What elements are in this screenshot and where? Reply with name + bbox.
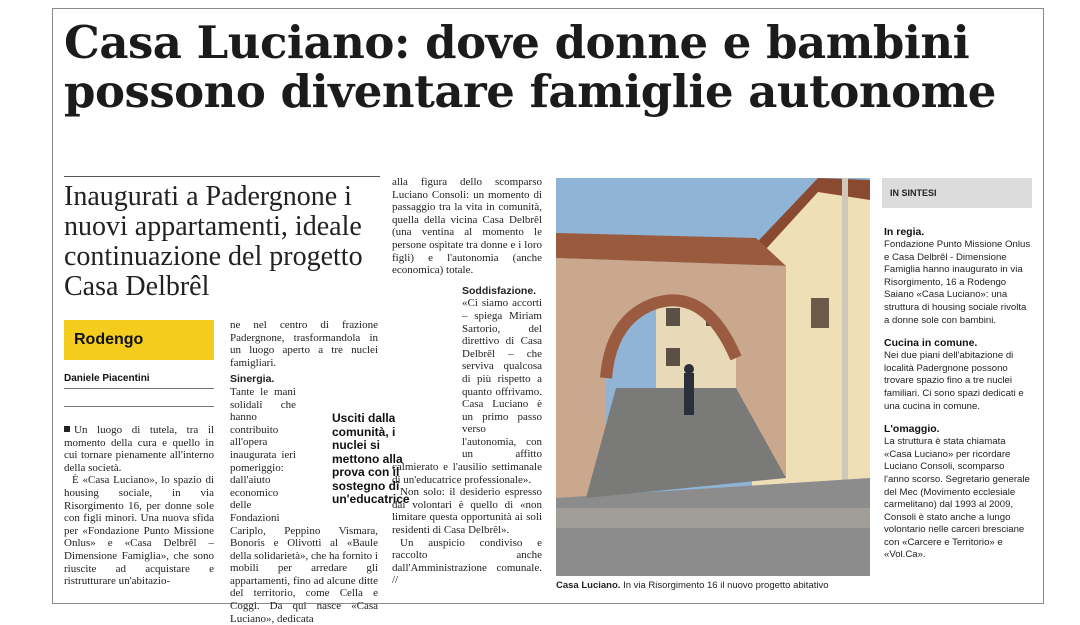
kicker-location: Rodengo [74,331,144,348]
paragraph [392,285,542,487]
photo-illustration [556,178,870,576]
paragraph-text: «Ci siamo accorti – spiega Miriam Sartorio, del direttivo di Casa Delbrêl – che serviva qualcosa di più rispetto a quanto offrivamo. Casa Luciano è un primo passo verso l'autonomia, con un affitto calmierato e l'ausilio settimanale di un'educatrice professionale». [392,297,542,486]
section-lead: Soddisfazione. [462,284,537,297]
paragraph: alla figura dello scomparso Luciano Consoli: un momento di passaggio tra la vita in comunità, quella della vicina Casa Delbrêl (una ventina al momento le persone ospitate tra donne e i loro figli) e l'autonomia (anche economica) totale. [392,176,542,277]
sidebar-section-text: Fondazione Punto Missione Onlus e Casa Delbrêl - Dimensione Famiglia hanno inaugurato in via Risorgimento, 16 a Rodengo Saiano «Casa Luciano»: una struttura di housing sociale rivolta a donne sole con bambini. [884,239,1031,326]
headline: Casa Luciano: dove donne e bambini possono diventare famiglie autonome [64,16,996,118]
paragraph-text: Tante le mani solidali che hanno contribuito all'opera inaugurata ieri pomeriggio: dall'aiuto economico delle Fondazioni Cariplo, Peppino Vismara, Bonoris e Olivotti al «Baule della solidarietà», che ha fornito i mobili per arredare gli appartamenti, fino ad alcune ditte del territorio, come Cella e Coggi. Da qui nasce «Casa Luciano», dedicata [230,385,378,625]
paragraph [64,424,214,474]
byline-rule-2 [64,406,214,407]
paragraph: Un auspicio condiviso e raccolto anche dall'Amministrazione comunale. // [392,536,542,587]
paragraph: Non solo: il desiderio espresso dai volontari è quello di «non limitare questa opportunità ai soli residenti di Casa Delbrêl». [392,486,542,537]
sidebar-section-title: In regia. [884,226,925,238]
subhead-rule [64,176,380,177]
sidebar-section-text: Nei due piani dell'abitazione di località Padergnone possono trovare spazio fino a tre nuclei familiari. Ci sono spazi dedicati e una cucina in comune. [884,350,1024,412]
sidebar-header-label: IN SINTESI [890,188,937,198]
subheadline: Inaugurati a Padergnone i nuovi appartamenti, ideale continuazione del progetto Casa Delbrêl [64,181,363,302]
sidebar-header [882,178,1032,208]
bullet-square-icon [64,426,70,432]
sidebar-section-text: La struttura è stata chiamata «Casa Luciano» per ricordare Luciano Consoli, scomparso l'anno scorso. Segretario generale del Mec (Movimento ecclesiale carmelitano) dal 1993 al 2009, Consoli è stato anche a lungo volontario nelle carceri bresciane con «Carcere e Territorio» e «Vol.Ca». [884,436,1030,561]
sidebar-section-title: L'omaggio. [884,423,940,436]
paragraph: È «Casa Luciano», lo spazio di housing sociale, in via Risorgimento 16, per donne sole con figli minori. Una nuova sfida per «Fondazione Punto Missione Onlus» e «Casa Delbrêl – Dimensione Famiglia», che sono riuscite ad acquistare e ristrutturare un'abitazio- [64,474,214,588]
caption-lead: Casa Luciano. [556,580,621,591]
article-column-1 [64,424,214,588]
byline-rule [64,388,214,389]
section-lead: Sinergia. [230,373,275,386]
byline: Daniele Piacentini [64,373,150,384]
sidebar-section-title: Cucina in comune. [884,337,978,350]
article-column-3 [392,176,542,587]
pull-quote: Usciti dalla comunità, i nuclei si mettono alla prova con il sostegno di un'educatrice [332,411,410,506]
photo-caption [556,580,876,591]
caption-text: In via Risorgimento 16 il nuovo progetto abitativo [623,580,829,591]
article-photo [556,178,870,576]
paragraph-text: Un luogo di tutela, tra il momento della cura e quello in cui tornare pienamente all'interno della società. [64,424,214,474]
sidebar-summary [884,226,1032,572]
paragraph: ne nel centro di frazione Padergnone, trasformandola in un luogo aperto a tre nuclei famigliari. [230,319,378,369]
